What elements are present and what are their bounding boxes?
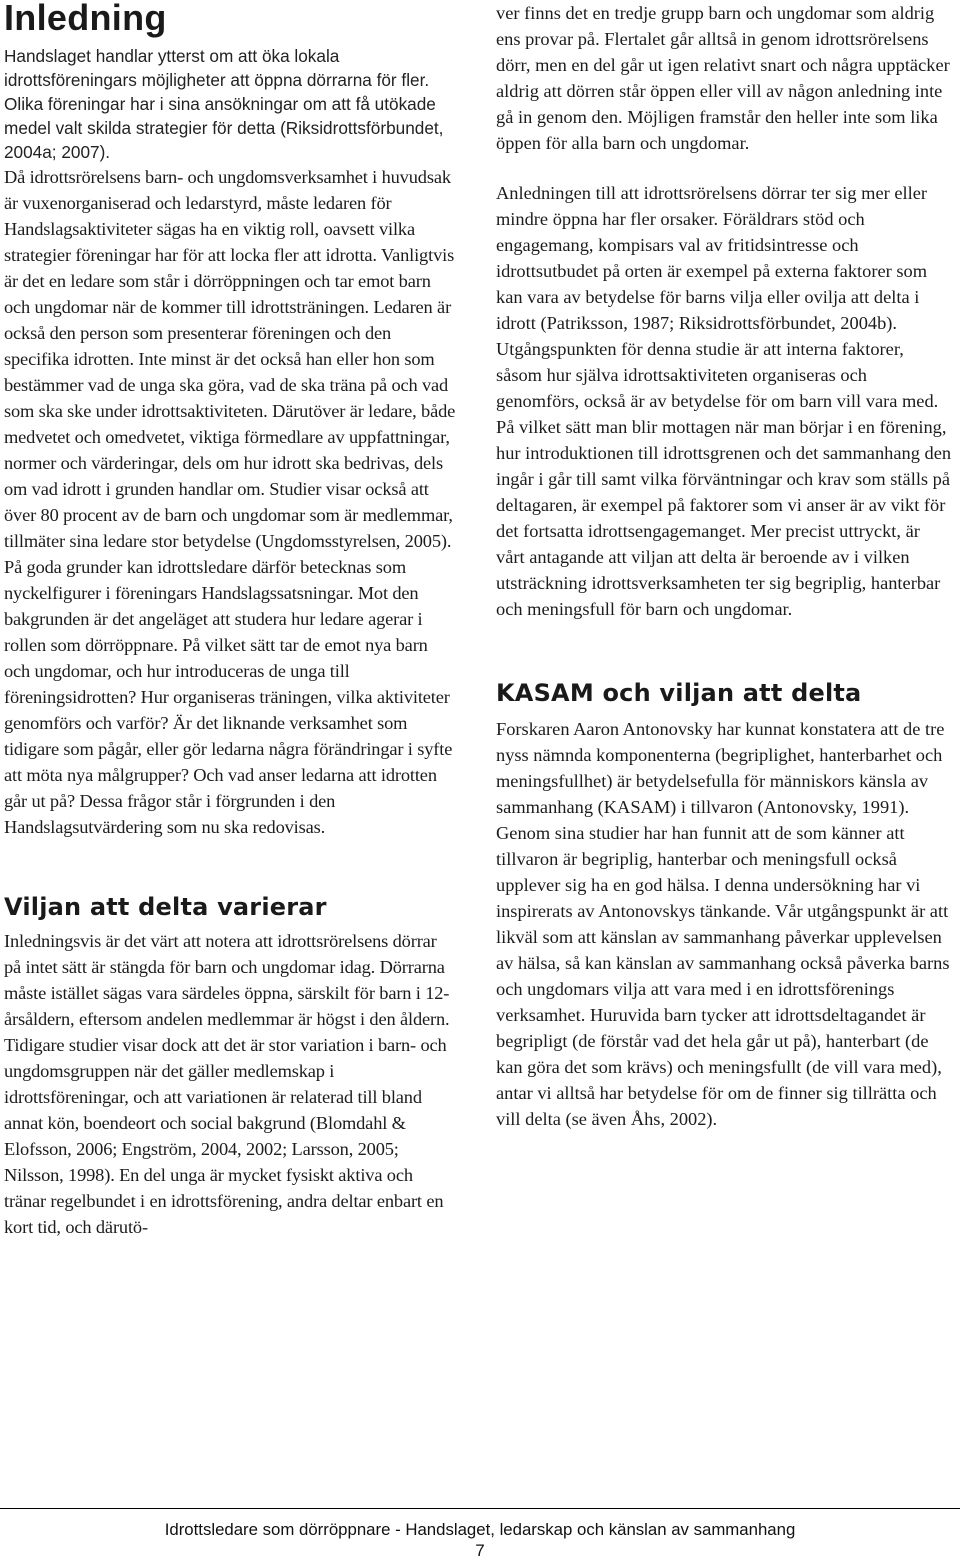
- body-paragraph-continued: ver finns det en tredje grupp barn och ungdomar som aldrig ens provar på. Flertalet går alltså in genom idrottsrörelsens dörr, men en del går ut igen relativt snart och några upptäcker aldrig att dörren står öppen eller vill av någon anledning inte gå in genom den. Möjligen framstår den heller inte som lika öppen för alla barn och ungdomar.: [496, 3, 950, 153]
- page-number: 7: [475, 1541, 485, 1560]
- page-title: Inledning: [4, 0, 167, 38]
- body-paragraph-4: Forskaren Aaron Antonovsky har kunnat konstatera att de tre nyss nämnda komponenterna (begriplighet, hanterbarhet och meningsfullhet) är betydelsefulla för människors känsla av sammanhang (KASAM) i tillvaron (Antonovsky, 1991). Genom sina studier har han funnit att de som känner att tillvaron är begriplig, hanterbar och meningsfull också upplever sig ha en god hälsa. I denna undersökning har vi inspirerats av Antonovskys tänkande. Vår utgångspunkt är att likväl som att känslan av sammanhang påverkar upplevelsen av hälsa, så kan känslan av sammanhang också påverka barns och ungdomars vilja att vara med i en idrottsförenings verksamhet. Huruvida barn tycker att idrottsdeltagandet är begripligt (de förstår vad det hela går ut på), hanterbart (de kan göra det som krävs) och meningsfullt (de vill vara med), antar vi alltså har betydelse för om de finner sig tillrätta och vill delta (se även Åhs, 2002).: [496, 719, 950, 1129]
- paragraph-gap: [496, 156, 952, 180]
- body-paragraph-3: Anledningen till att idrottsrörelsens dörrar ter sig mer eller mindre öppna har fler orsaker. Föräldrars stöd och engagemang, kompisars val av fritidsintresse och idrottsutbudet på orten är exempel på externa faktorer som kan vara av betydelse för barns vilja eller ovilja att delta i idrott (Patriksson, 1987; Riksidrottsförbundet, 2004b). Utgångspunkten för denna studie är att interna faktorer, såsom hur själva idrottsaktiviteten organiseras och genomförs, också är av betydelse för om barn vill vara med. På vilket sätt man blir mottagen när man börjar i en förening, hur introduktionen till idrottsgrenen och det sammanhang den ingår i går till samt vilka förväntningar och krav som ställs på deltagaren, är exempel på faktorer som vi anser är av vikt för det fortsatta idrottsengagemanget. Mer precist uttryckt, är vårt antagande att viljan att delta är beroende av i vilken utsträckning idrottsverksamheten ter sig begriplig, hanterbar och meningsfull för barn och ungdomar.: [496, 183, 952, 619]
- running-footer: Idrottsledare som dörröppnare - Handslaget, ledarskap och känslan av sammanhang: [164, 1520, 796, 1539]
- right-column: [496, 0, 952, 1132]
- footer-divider: [0, 1508, 960, 1509]
- body-paragraph-1: Då idrottsrörelsens barn- och ungdomsverksamhet i huvudsak är vuxenorganiserad och ledarstyrd, måste ledaren för Handslagsaktiviteter sägas ha en viktig roll, oavsett vilka strategier föreningar har för att locka fler att idrotta. Vanligtvis är det en ledare som står i dörröppningen och tar emot barn och ungdomar när de kommer till idrottsträningen. Ledaren är också den person som presenterar föreningen och den specifika idrotten. Inte minst är det också han eller hon som bestämmer vad de unga ska göra, vad de ska träna på och vad som ska ske under idrottsaktiviteten. Därutöver är ledare, både medvetet och omedvetet, viktiga förmedlare av uppfattningar, normer och värderingar, dels om hur idrott ska bedrivas, dels om vad idrott i grunden handlar om. Studier visar också att över 80 procent av de barn och ungdomar som är medlemmar, tillmäter sina ledare stor betydelse (Ungdomsstyrelsen, 2005). På goda grunder kan idrottsledare därför betecknas som nyckelfigurer i föreningars Handslagssatsningar. Mot den bakgrunden är det angeläget att studera hur ledare agerar i rollen som dörröppnare. På vilket sätt tar de emot nya barn och ungdomar, och hur introduceras de unga till föreningsidrotten? Hur organiseras träningen, vilka aktiviteter genomförs och varför? Är det liknande verksamhet som tidigare som pågår, eller gör ledarna några förändringar i syfte att möta nya målgrupper? Och vad anser ledarna att idrotten går ut på? Dessa frågor står i förgrunden i den Handslagsutvärdering som nu ska redovisas.: [4, 167, 456, 837]
- body-paragraph-2: Inledningsvis är det värt att notera att idrottsrörelsens dörrar på intet sätt är stängda för barn och ungdomar idag. Dörrarna måste istället sägas vara särdeles öppna, särskilt för barn i 12-årsåldern, eftersom andelen medlemmar är högst i den åldern. Tidigare studier visar dock att det är stor variation i barn- och ungdomsgruppen när det gäller medlemskap i idrottsföreningar, och att variationen är relaterad till bland annat kön, boendeort och social bakgrund (Blomdahl & Elofsson, 2006; Engström, 2004, 2002; Larsson, 2005; Nilsson, 1998). En del unga är mycket fysiskt aktiva och tränar regelbundet i en idrottsförening, andra deltar enbart en kort tid, och därutö-: [4, 931, 450, 1237]
- lead-paragraph: Handslaget handlar ytterst om att öka lokala idrottsföreningars möjligheter att öppna dörrarna för fler. Olika föreningar har i sina ansökningar om att få utökade medel valt skilda strategier för detta (Riksidrottsförbundet, 2004a; 2007).: [4, 46, 444, 162]
- section-heading-kasam: KASAM och viljan att delta: [496, 679, 862, 707]
- section-heading-viljan: Viljan att delta varierar: [4, 893, 327, 921]
- left-column: [4, 0, 456, 1240]
